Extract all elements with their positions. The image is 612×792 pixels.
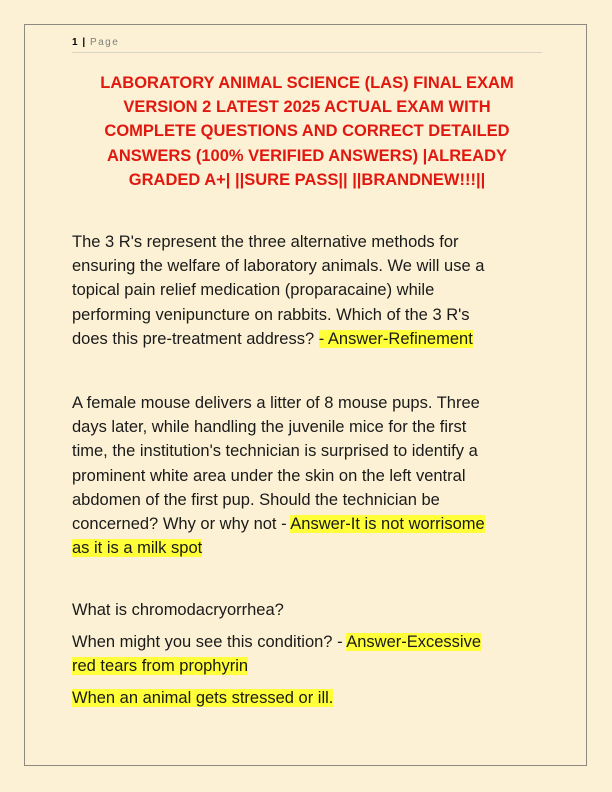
question-1 xyxy=(72,230,542,351)
title-line: ANSWERS (100% VERIFIED ANSWERS) |ALREADY xyxy=(106,146,508,165)
question-text-line: topical pain relief medication (proparacaine) while xyxy=(72,281,435,300)
answer-highlight: red tears from prophyrin xyxy=(72,657,249,676)
title-line: COMPLETE QUESTIONS AND CORRECT DETAILED xyxy=(104,122,510,141)
page-number: 1 xyxy=(72,37,78,48)
page-separator: | xyxy=(82,37,86,48)
question-text-line: What is chromodacryorrhea? xyxy=(72,601,284,619)
answer-highlight: as it is a milk spot xyxy=(72,539,203,558)
document-title xyxy=(72,71,542,192)
page-label: Page xyxy=(89,37,120,48)
answer-line xyxy=(72,536,542,560)
question-text-line: time, the institution's technician is surprised to identify a xyxy=(72,442,478,461)
answer-highlight: When an animal gets stressed or ill. xyxy=(72,689,334,707)
question-text-line: performing venipuncture on rabbits. Which of the 3 R's xyxy=(72,305,470,324)
question-text: does this pre-treatment address? xyxy=(72,329,319,348)
question-text-line xyxy=(72,327,542,351)
question-text-line xyxy=(72,630,542,654)
question-3-answer-extra xyxy=(72,686,542,710)
question-text-line: days later, while handling the juvenile mice for the first xyxy=(72,418,467,437)
question-3-followup xyxy=(72,630,542,678)
answer-highlight: Answer-It is not worrisome xyxy=(290,515,485,534)
question-text-line: prominent white area under the skin on the left ventral xyxy=(72,466,466,485)
question-text-line xyxy=(72,512,542,536)
question-text-line: A female mouse delivers a litter of 8 mouse pups. Three xyxy=(72,394,480,412)
answer-highlight: Answer-Excessive xyxy=(346,633,482,651)
title-line: GRADED A+| ||SURE PASS|| ||BRANDNEW!!!|| xyxy=(128,170,486,189)
title-line: LABORATORY ANIMAL SCIENCE (LAS) FINAL EXAM xyxy=(100,74,514,92)
answer-line xyxy=(72,654,542,678)
question-text: When might you see this condition? - xyxy=(72,633,347,651)
question-text-line: ensuring the welfare of laboratory animals. We will use a xyxy=(72,257,485,276)
answer-line xyxy=(72,686,542,710)
question-3 xyxy=(72,598,542,622)
title-line: VERSION 2 LATEST 2025 ACTUAL EXAM WITH xyxy=(123,98,491,117)
question-2 xyxy=(72,391,542,560)
question-text-line: The 3 R's represent the three alternative methods for xyxy=(72,233,459,251)
question-text-line: abdomen of the first pup. Should the technician be xyxy=(72,490,440,509)
answer-highlight: - Answer-Refinement xyxy=(318,329,473,348)
page-header xyxy=(72,36,542,53)
question-text: concerned? Why or why not - xyxy=(72,515,291,534)
